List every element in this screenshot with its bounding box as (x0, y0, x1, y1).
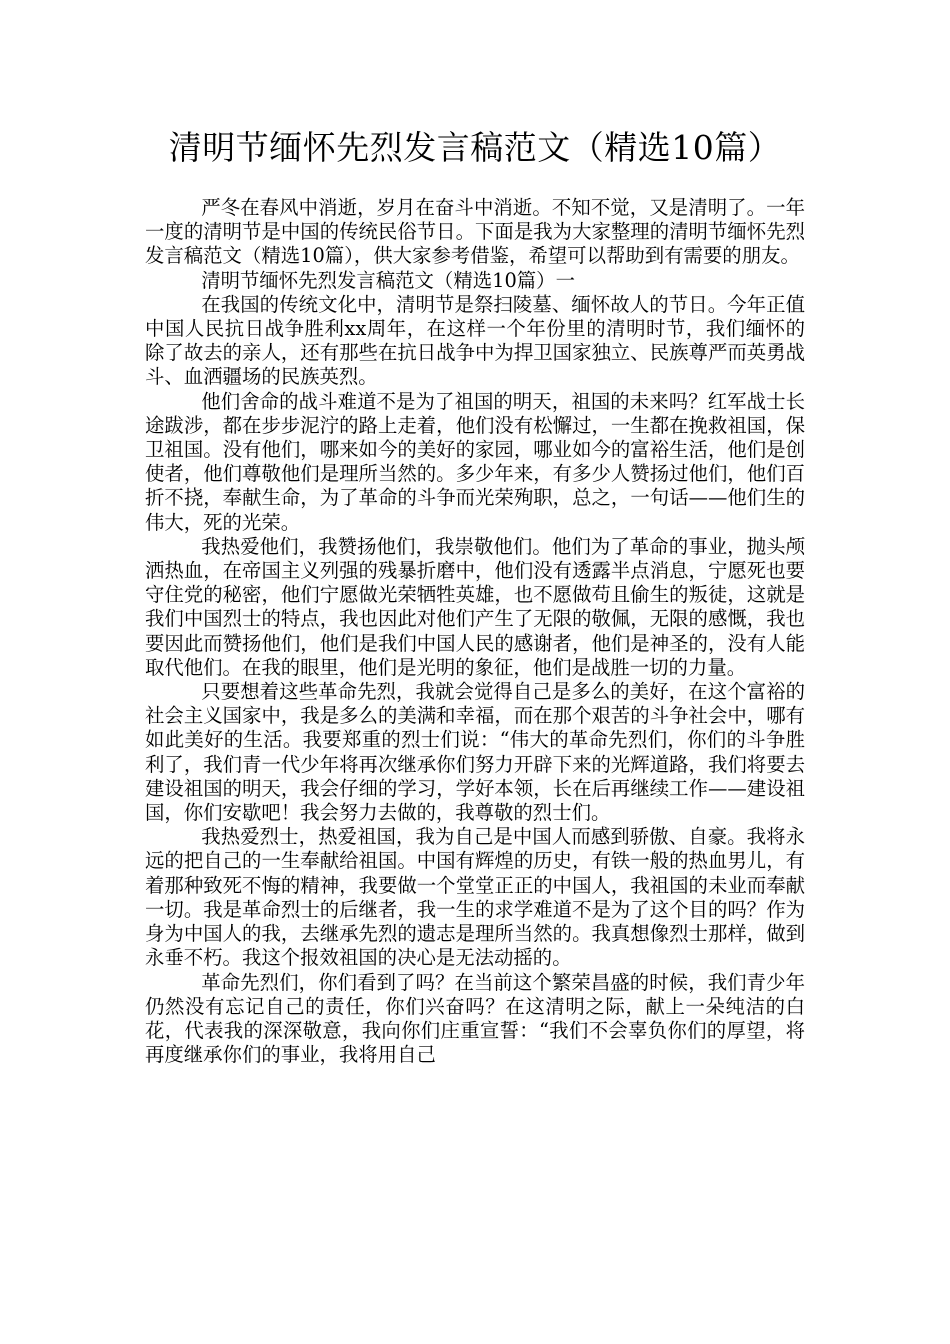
body-paragraph: 只要想着这些革命先烈，我就会觉得自己是多么的美好，在这个富裕的社会主义国家中，我是多么的美满和幸福，而在那个艰苦的斗争社会中，哪有如此美好的生活。我要郑重的烈士们说：“伟大的革命先烈们，你们的斗争胜利了，我们青一代少年将再次继承你们努力开辟下来的光辉道路，我们将要去建设祖国的明天，我会仔细的学习，学好本领，长在后再继续工作——建设祖国，你们安歇吧！我会努力去做的，我尊敬的烈士们。 (145, 680, 805, 825)
intro-paragraph: 严冬在春风中消逝，岁月在奋斗中消逝。不知不觉，又是清明了。一年一度的清明节是中国的传统民俗节日。下面是我为大家整理的清明节缅怀先烈发言稿范文（精选10篇），供大家参考借鉴，希望可以帮助到有需要的朋友。 (145, 196, 805, 268)
document-title: 清明节缅怀先烈发言稿范文（精选10篇） (168, 128, 782, 167)
document-body (145, 196, 805, 1067)
section-heading: 清明节缅怀先烈发言稿范文（精选10篇）一 (201, 268, 575, 292)
body-paragraph: 革命先烈们，你们看到了吗？在当前这个繁荣昌盛的时候，我们青少年仍然没有忘记自己的责任，你们兴奋吗？在这清明之际，献上一朵纯洁的白花，代表我的深深敬意，我向你们庄重宣誓：“我们不会辜负你们的厚望，将再度继承你们的事业，我将用自己 (145, 970, 805, 1067)
body-paragraph: 他们舍命的战斗难道不是为了祖国的明天，祖国的未来吗？红军战士长途跋涉，都在步步泥泞的路上走着，他们没有松懈过，一生都在挽救祖国，保卫祖国。没有他们，哪来如今的美好的家园，哪业如今的富裕生活，他们是创使者，他们尊敬他们是理所当然的。多少年来，有多少人赞扬过他们，他们百折不挠，奉献生命，为了革命的斗争而光荣殉职，总之，一句话——他们生的伟大，死的光荣。 (145, 389, 805, 534)
body-paragraph: 我热爱烈士，热爱祖国，我为自己是中国人而感到骄傲、自豪。我将永远的把自己的一生奉献给祖国。中国有辉煌的历史，有铁一般的热血男儿，有着那种致死不悔的精神，我要做一个堂堂正正的中国人，我祖国的未业而奉献一切。我是革命烈士的后继者，我一生的求学难道不是为了这个目的吗？作为身为中国人的我，去继承先烈的遗志是理所当然的。我真想像烈士那样，做到永垂不朽。我这个报效祖国的决心是无法动摇的。 (145, 825, 805, 970)
body-paragraph: 我热爱他们，我赞扬他们，我崇敬他们。他们为了革命的事业，抛头颅洒热血，在帝国主义列强的残暴折磨中，他们没有透露半点消息，宁愿死也要守住党的秘密，他们宁愿做光荣牺牲英雄，也不愿做苟且偷生的叛徒，这就是我们中国烈士的特点，我也因此对他们产生了无限的敬佩，无限的感慨，我也要因此而赞扬他们，他们是我们中国人民的感谢者，他们是神圣的，没有人能取代他们。在我的眼里，他们是光明的象征，他们是战胜一切的力量。 (145, 534, 805, 679)
body-paragraph: 在我国的传统文化中，清明节是祭扫陵墓、缅怀故人的节日。今年正值中国人民抗日战争胜利xx周年，在这样一个年份里的清明时节，我们缅怀的除了故去的亲人，还有那些在抗日战争中为捍卫国家独立、民族尊严而英勇战斗、血洒疆场的民族英烈。 (145, 292, 805, 389)
